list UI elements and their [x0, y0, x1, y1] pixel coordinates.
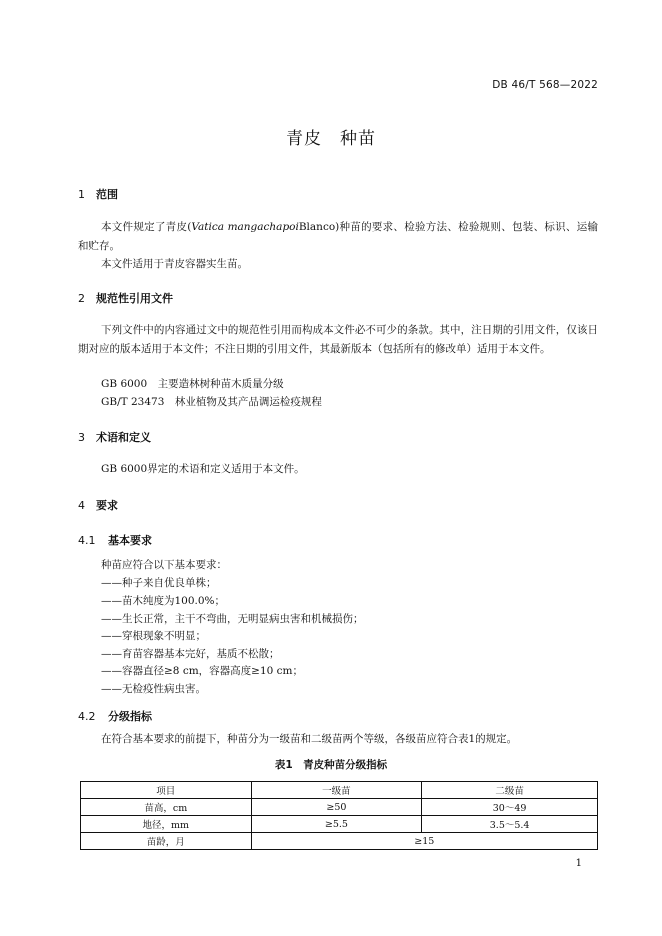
scope-text-b: Blanco)种苗的要求、检验方法、检验规则、包装、标识、运输和贮存。 — [78, 221, 598, 252]
subsection-number: 4.2 — [78, 710, 96, 723]
requirement-item: ——苗木纯度为100.0%； — [101, 595, 226, 607]
table-header-row — [81, 782, 598, 799]
requirement-item: ——无检疫性病虫害。 — [101, 683, 206, 695]
table-row — [81, 816, 598, 833]
subsection-title: 分级指标 — [108, 710, 152, 723]
table-row — [81, 833, 598, 850]
requirement-item: ——容器直径≥8 cm，容器高度≥10 cm； — [101, 665, 303, 677]
table-cell: ≥50 — [251, 799, 422, 816]
page-number: 1 — [575, 858, 582, 869]
section-4-heading — [78, 497, 118, 513]
table-cell: 苗龄，月 — [81, 833, 252, 850]
table-cell: ≥5.5 — [251, 816, 422, 833]
table-header-cell: 项目 — [81, 782, 252, 799]
references-paragraph: 下列文件中的内容通过文中的规范性引用而构成本文件必不可少的条款。其中，注日期的引用文件，仅该日期对应的版本适用于本文件；不注日期的引用文件，其最新版本（包括所有的修改单）适用于本文件。 — [78, 324, 598, 355]
subsection-title: 基本要求 — [108, 534, 152, 547]
table-cell: 地径，mm — [81, 816, 252, 833]
section-2-heading — [78, 290, 173, 306]
section-title: 范围 — [96, 188, 118, 201]
table-cell: 苗高，cm — [81, 799, 252, 816]
requirements-intro: 种苗应符合以下基本要求： — [101, 559, 227, 571]
table-cell-merged: ≥15 — [251, 833, 597, 850]
reference-item: GB 6000 主要造林树种苗木质量分级 — [101, 378, 284, 390]
table-header-cell: 一级苗 — [251, 782, 422, 799]
table-cell: 30～49 — [422, 799, 598, 816]
scope-paragraph — [78, 218, 598, 255]
document-number: DB 46/T 568—2022 — [492, 79, 598, 91]
section-number: 3 — [78, 431, 85, 444]
requirement-item: ——生长正常，主干不弯曲，无明显病虫害和机械损伤； — [101, 613, 364, 625]
requirement-item: ——穿根现象不明显； — [101, 630, 206, 642]
section-3-heading — [78, 429, 151, 445]
section-title: 要求 — [96, 499, 118, 512]
subsection-4-1-heading — [78, 532, 152, 548]
requirement-item: ——种子来自优良单株； — [101, 577, 217, 589]
table-header-cell: 二级苗 — [422, 782, 598, 799]
requirement-item: ——育苗容器基本完好，基质不松散； — [101, 648, 280, 660]
section-number: 2 — [78, 292, 85, 305]
terms-paragraph: GB 6000界定的术语和定义适用于本文件。 — [101, 463, 305, 475]
reference-item: GB/T 23473 林业植物及其产品调运检疫规程 — [101, 396, 322, 408]
section-title: 术语和定义 — [96, 431, 151, 444]
scope-applicability: 本文件适用于青皮容器实生苗。 — [101, 258, 248, 270]
grading-table — [80, 781, 598, 850]
section-1-heading — [78, 186, 118, 202]
latin-name: Vatica mangachapoi — [191, 221, 299, 233]
subsection-number: 4.1 — [78, 534, 96, 547]
scope-text-a: 本文件规定了青皮( — [101, 221, 192, 233]
page-title: 青皮 种苗 — [286, 129, 376, 149]
table-cell: 3.5～5.4 — [422, 816, 598, 833]
grading-paragraph: 在符合基本要求的前提下，种苗分为一级苗和二级苗两个等级，各级苗应符合表1的规定。 — [101, 733, 518, 745]
subsection-4-2-heading — [78, 708, 152, 724]
table-caption: 表1 青皮种苗分级指标 — [274, 759, 388, 771]
section-number: 4 — [78, 499, 85, 512]
table-row — [81, 799, 598, 816]
section-title: 规范性引用文件 — [96, 292, 173, 305]
section-number: 1 — [78, 188, 85, 201]
